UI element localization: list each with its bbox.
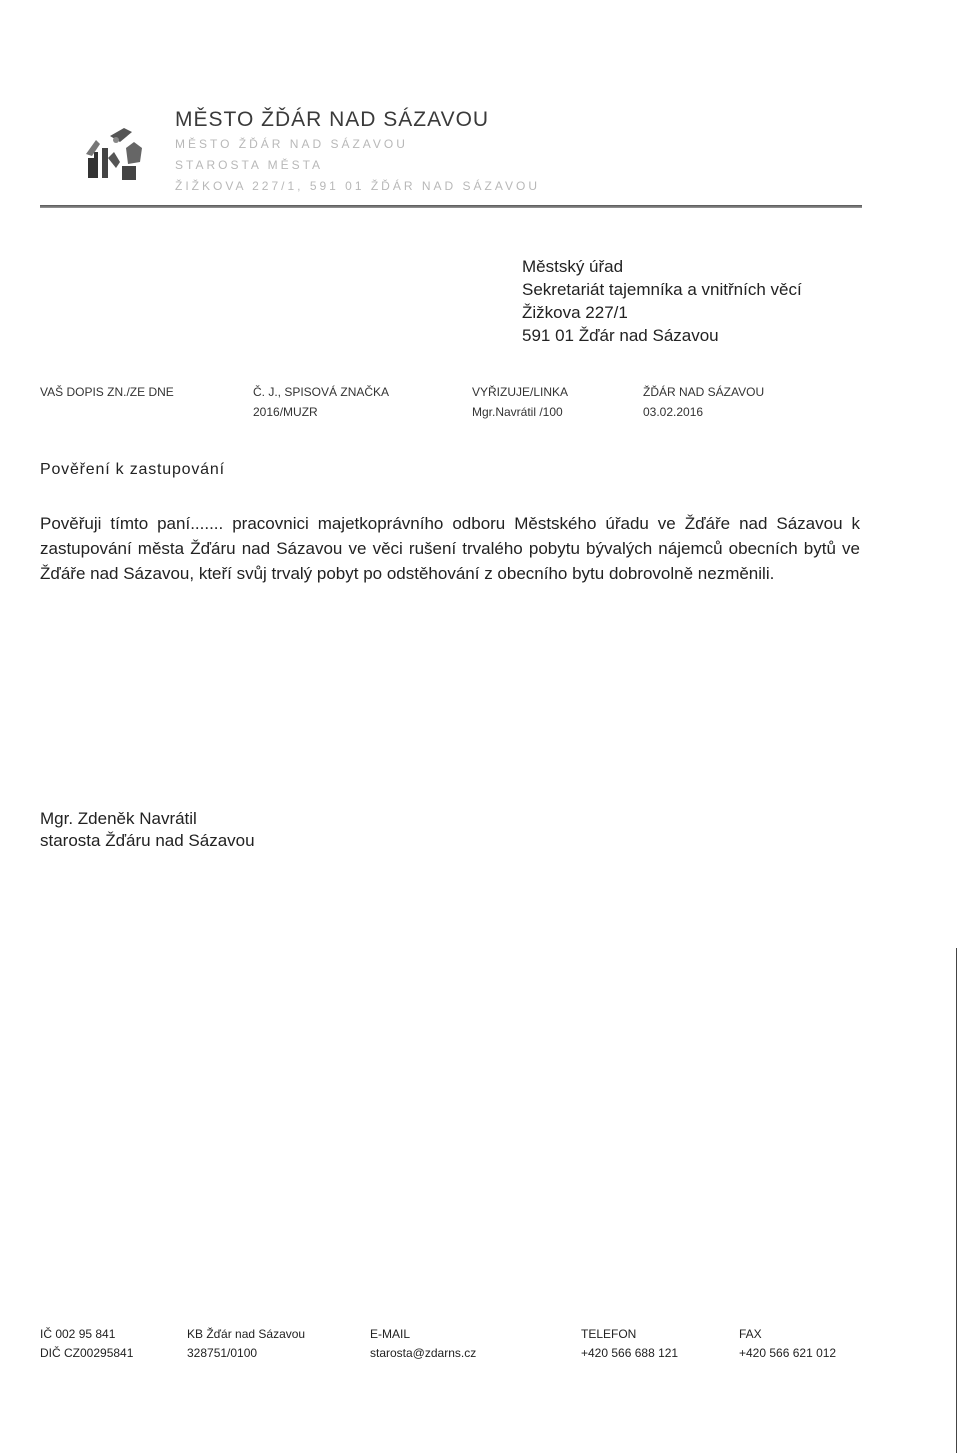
letterhead-sub-line-3: ŽIŽKOVA 227/1, 591 01 ŽĎÁR NAD SÁZAVOU xyxy=(175,179,540,193)
footer-bank-name: KB Žďár nad Sázavou xyxy=(187,1327,306,1341)
file-ref-value: 2016/MUZR xyxy=(253,405,318,419)
recipient-line: 591 01 Žďár nad Sázavou xyxy=(522,326,719,345)
file-ref-label: Č. J., SPISOVÁ ZNAČKA xyxy=(253,385,390,399)
recipient-line: Městský úřad xyxy=(522,257,624,276)
signatory-name: Mgr. Zdeněk Navrátil xyxy=(40,809,197,828)
footer-bank xyxy=(187,1325,305,1363)
footer-email-value: starosta@zdarns.cz xyxy=(370,1346,477,1360)
subject-heading: Pověření k zastupování xyxy=(40,461,225,478)
handled-by-label: VYŘIZUJE/LINKA xyxy=(472,385,569,399)
signature-block xyxy=(40,808,255,852)
recipient-line: Sekretariát tajemníka a vnitřních věcí xyxy=(522,280,802,299)
footer-phone xyxy=(581,1325,678,1363)
footer-company-ids xyxy=(40,1325,133,1363)
footer-ic: IČ 002 95 841 xyxy=(40,1327,116,1341)
footer-email xyxy=(370,1325,476,1363)
letterhead-city-name: MĚSTO ŽĎÁR NAD SÁZAVOU xyxy=(175,108,490,131)
letterhead-divider xyxy=(40,205,862,208)
margin-line xyxy=(956,948,957,1453)
body-paragraph: Pověřuji tímto paní....... pracovnici majetkoprávního odboru Městského úřadu ve Žďáře nad Sázavou k zastupování města Žďáru nad Sázavou ve věci rušení trvalého pobytu bývalých nájemců obecních bytů ve Žďáře nad Sázavou, kteří svůj trvalý pobyt po odstěhování z obecního bytu dobrovolně nezměnili. xyxy=(40,514,860,583)
recipient-line: Žižkova 227/1 xyxy=(522,303,628,322)
footer-phone-label: TELEFON xyxy=(581,1327,637,1341)
signatory-title: starosta Žďáru nad Sázavou xyxy=(40,831,255,850)
city-crest-icon xyxy=(80,118,150,184)
footer-fax-value: +420 566 621 012 xyxy=(739,1346,837,1360)
footer-fax xyxy=(739,1325,836,1363)
footer-dic: DIČ CZ00295841 xyxy=(40,1346,134,1360)
handled-by-value: Mgr.Navrátil /100 xyxy=(472,405,563,419)
footer-bank-account: 328751/0100 xyxy=(187,1346,258,1360)
your-letter-label: VAŠ DOPIS ZN./ZE DNE xyxy=(40,385,174,399)
recipient-address xyxy=(522,255,802,347)
date-value: 03.02.2016 xyxy=(643,405,704,419)
footer-phone-value: +420 566 688 121 xyxy=(581,1346,679,1360)
footer-email-label: E-MAIL xyxy=(370,1327,411,1341)
letterhead-sub-line-1: MĚSTO ŽĎÁR NAD SÁZAVOU xyxy=(175,137,408,151)
letterhead-sub-line-2: STAROSTA MĚSTA xyxy=(175,158,324,172)
footer-fax-label: FAX xyxy=(739,1327,762,1341)
place-label: ŽĎÁR NAD SÁZAVOU xyxy=(643,385,765,399)
